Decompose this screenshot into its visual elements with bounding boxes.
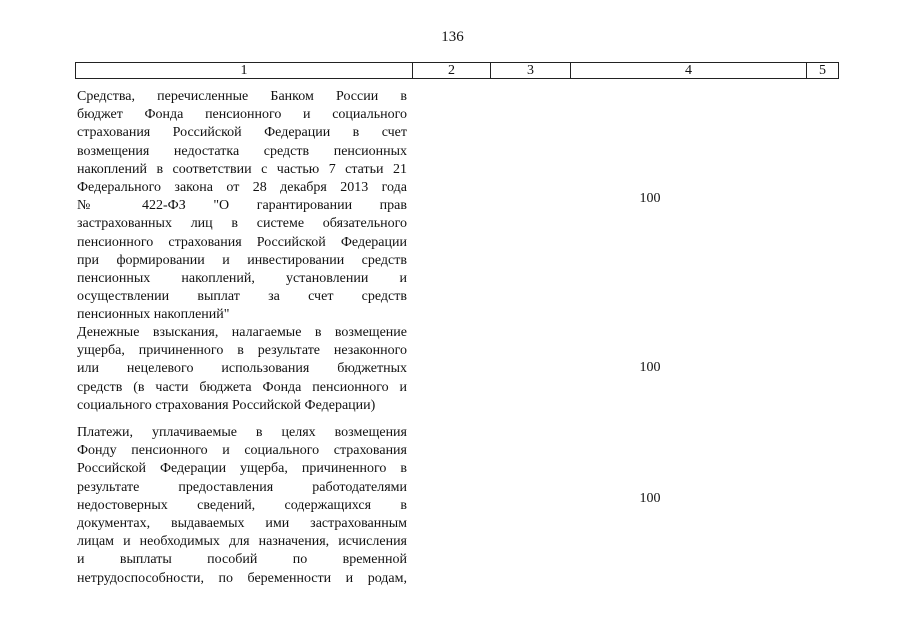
column-header-2: 2 xyxy=(413,63,491,78)
text-line: Российской Федерации ущерба, причиненного в xyxy=(77,461,407,477)
text-line: Средства, перечисленные Банком России в xyxy=(77,89,407,104)
table-row-description xyxy=(77,424,407,588)
text-line: при формировании и инвестировании средств xyxy=(77,252,407,268)
text-line: пенсионного страхования Российской Федерации xyxy=(77,234,407,250)
table-row-description xyxy=(77,324,407,415)
text-line: пенсионных накоплений, установлении и xyxy=(77,271,407,287)
text-line: Фонду пенсионного и социального страхования xyxy=(77,443,407,459)
text-line: пенсионных накоплений" xyxy=(77,307,230,323)
text-line: № 422-ФЗ "О гарантировании прав xyxy=(77,198,407,214)
column-header-4: 4 xyxy=(571,63,807,78)
text-line: результате предоставления работодателями xyxy=(77,479,407,495)
text-line: бюджет Фонда пенсионного и социального xyxy=(77,107,407,123)
text-line: Денежные взыскания, налагаемые в возмещение xyxy=(77,325,407,340)
table-row-value: 100 xyxy=(639,360,661,375)
text-line: Федерального закона от 28 декабря 2013 года xyxy=(77,180,407,196)
text-line: недостоверных сведений, содержащихся в xyxy=(77,497,407,513)
table-row-value: 100 xyxy=(639,191,661,206)
column-header-1: 1 xyxy=(76,63,413,78)
text-line: ущерба, причиненного в результате незаконного xyxy=(77,343,407,359)
table-row-description xyxy=(77,88,407,325)
text-line: Платежи, уплачиваемые в целях возмещения xyxy=(77,425,407,440)
text-line: лицам и необходимых для назначения, исчисления xyxy=(77,534,407,550)
text-line: возмещения недостатка средств пенсионных xyxy=(77,143,407,159)
text-line: накоплений в соответствии с частью 7 статьи 21 xyxy=(77,161,407,177)
text-line: документах, выдаваемых ими застрахованным xyxy=(77,516,407,532)
text-line: или нецелевого использования бюджетных xyxy=(77,361,407,377)
page-number: 136 xyxy=(441,29,464,45)
table-column-header xyxy=(75,62,839,79)
text-line: осуществлении выплат за счет средств xyxy=(77,289,407,305)
text-line: социального страхования Российской Федерации) xyxy=(77,397,376,413)
text-line: страхования Российской Федерации в счет xyxy=(77,125,407,141)
table-row-value: 100 xyxy=(639,491,661,506)
text-line: нетрудоспособности, по беременности и родам, xyxy=(77,570,407,586)
text-line: и выплаты пособий по временной xyxy=(77,552,407,568)
column-header-3: 3 xyxy=(491,63,571,78)
text-line: средств (в части бюджета Фонда пенсионного и xyxy=(77,379,407,395)
text-line: застрахованных лиц в системе обязательного xyxy=(77,216,407,232)
column-header-5: 5 xyxy=(819,63,826,78)
